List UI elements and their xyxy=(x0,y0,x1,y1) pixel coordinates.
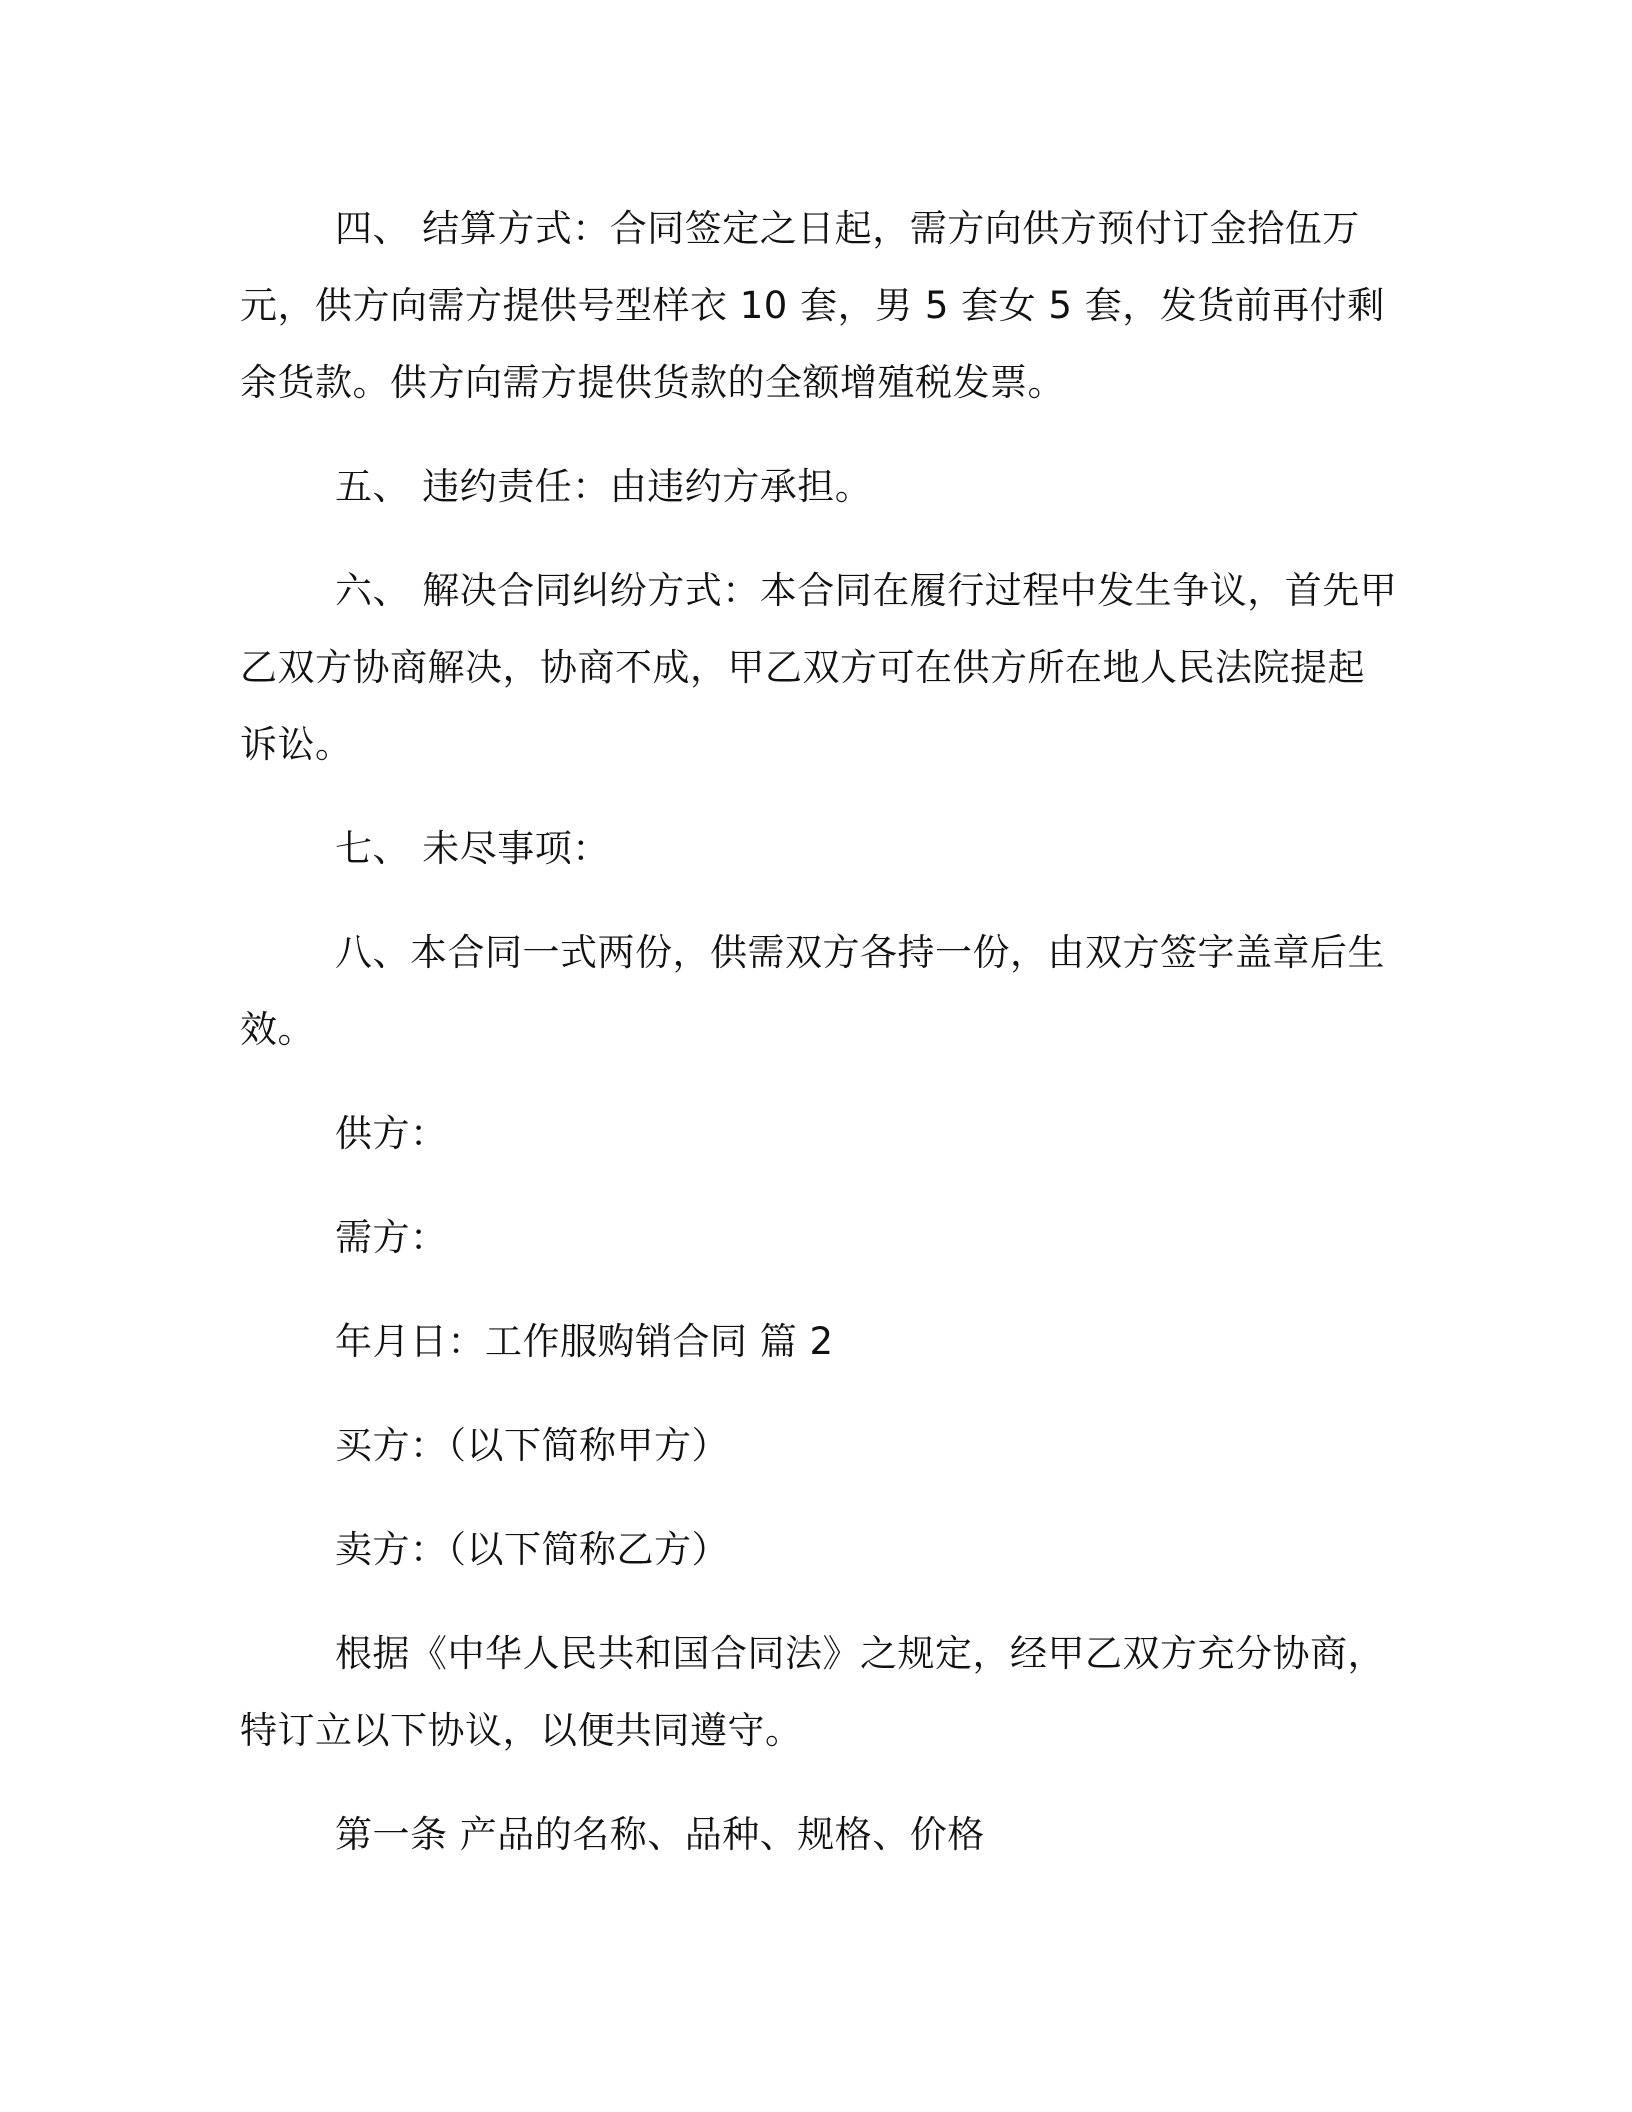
paragraph-date-title: 年月日：工作服购销合同 篇 2 xyxy=(335,1320,834,1363)
paragraph-article-one: 第一条 产品的名称、品种、规格、价格 xyxy=(335,1813,985,1856)
paragraph-copies-effect: 八、本合同一式两份，供需双方各持一份，由双方签字盖章后生效。 xyxy=(240,931,1385,1051)
paragraph-supplier: 供方： xyxy=(335,1112,448,1155)
document-body xyxy=(240,190,1400,1900)
paragraph-settlement-method: 四、 结算方式：合同签定之日起，需方向供方预付订金拾伍万元，供方向需方提供号型样衣 10 套，男 5 套女 5 套，发货前再付剩余货款。供方向需方提供货款的全额增殖税发票。 xyxy=(240,207,1385,404)
paragraph-breach-liability: 五、 违约责任：由违约方承担。 xyxy=(335,465,873,508)
paragraph-seller: 卖方：（以下简称乙方） xyxy=(335,1528,729,1571)
paragraph-dispute-resolution: 六、 解决合同纠纷方式：本合同在履行过程中发生争议，首先甲乙双方协商解决，协商不成，甲乙双方可在供方所在地人民法院提起诉讼。 xyxy=(240,569,1398,766)
paragraph-buyer-party: 需方： xyxy=(335,1216,448,1259)
paragraph-outstanding-matters: 七、 未尽事项： xyxy=(335,827,610,870)
paragraph-buyer: 买方：（以下简称甲方） xyxy=(335,1424,729,1467)
paragraph-legal-basis: 根据《中华人民共和国合同法》之规定，经甲乙双方充分协商，特订立以下协议，以便共同遵守。 xyxy=(240,1632,1385,1752)
